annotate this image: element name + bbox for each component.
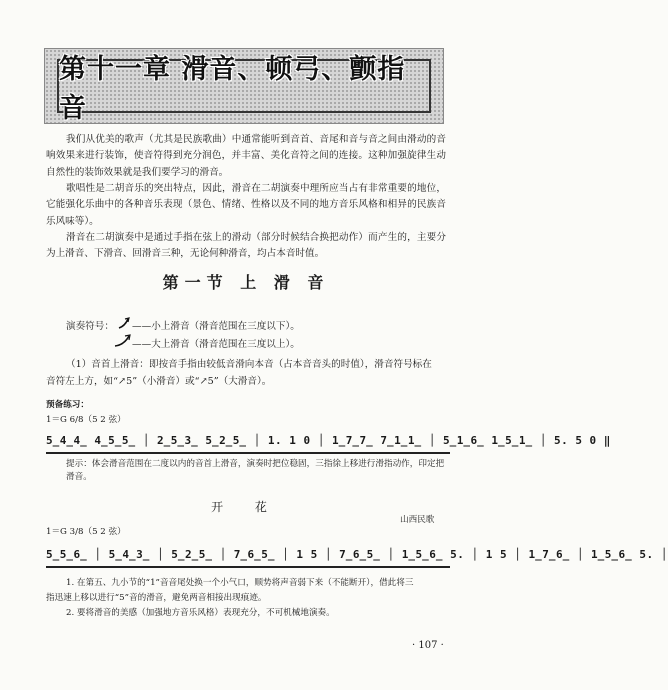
song-note-2: 2. 要将滑音的美感（加强地方音乐风格）表现充分，不可机械地演奏。 [66,608,335,618]
song-title: 开 花 [211,500,281,514]
section-title: 第一节 上 滑 音 [162,273,330,292]
page-number: · 107 · [412,640,444,651]
point1-line2: 音符左上方，如“↗5”（小滑音）或“↗5”（大滑音）。 [46,376,272,387]
song-underline [46,566,450,568]
song-note-1: 1. 在第五、九小节的“1”音音尾处换一个小气口，顺势将声音弱下来（不能断开），借此将三 [66,578,414,588]
song-notation: 5̲5̲6̲ │ 5̲4̲3̲ │ 5̲2̲5̲ │ 7̲6̲5̲ │ 1 5 │ 7̲6̲5̲ │ 1̲5̲6̲ 5. │ 1 5 │ 1̲7̲6̲ │ 1̲5̲6̲ 5. │ [46,548,668,561]
small-slide-desc: ——小上滑音（滑音范围在三度以下）。 [132,321,300,332]
point1-line1: （1）音首上滑音：即按音手指由较低音滑向本音（占本音音头的时值），滑音符号标在 [66,359,432,370]
exercise-underline [46,452,450,454]
chapter-banner [44,48,444,124]
song-note-1b: 指迅速上移以进行“5”音的滑音，避免两音相接出现痕迹。 [46,593,267,603]
chapter-title: 第十一章 滑音、顿弓、颤指音 [59,54,406,124]
exercise-hint: 提示：体会滑音范围在二度以内的音首上滑音，演奏时把位稳固，三指徐上移进行滑指动作，印定把滑音。 [66,459,445,482]
exercise-notation: 5̲4̲4̲ 4̲5̲5̲ │ 2̲5̲3̲ 5̲2̲5̲ │ 1. 1 0 │ 1̲7̲7̲ 7̲1̲1̲ │ 5̲1̲6̲ 1̲5̲1̲ │ 5. 5 0 ‖ [46,434,611,447]
song-origin: 山西民歌 [400,515,435,525]
intro-paragraph-3: 滑音在二胡演奏中是通过手指在弦上的滑动（部分时候结合换把动作）而产生的，主要分为上滑音、下滑音、回滑音三种，无论何种滑音，均占本音时值。 [46,232,446,260]
exercise-label: 预备练习： [46,400,89,410]
large-slide-desc: ——大上滑音（滑音范围在三度以上）。 [132,339,300,350]
song-key: 1＝G 3/8（5 2 弦） [46,527,126,537]
symbol-label: 演奏符号： [66,321,114,332]
intro-paragraph-2: 歌唱性是二胡音乐的突出特点，因此，滑音在二胡演奏中理所应当占有非常重要的地位，它能强化乐曲中的各种音乐表现（景色、情绪、性格以及不同的地方音乐风格和相异的民族音乐风味等）。 [46,183,446,227]
intro-paragraph-1: 我们从优美的歌声（尤其是民族歌曲）中通常能听到音首、音尾和音与音之间由滑动的音响效果来进行装饰，使音符得到充分润色，并丰富、美化音符之间的连接。这种加强旋律生动自然性的装饰效果就是我们要学习的滑音。 [46,134,446,178]
chapter-banner-frame [57,54,431,124]
large-slide-icon [114,334,132,348]
exercise-key: 1＝G 6/8（5 2 弦） [46,415,126,425]
small-slide-icon [117,316,131,330]
